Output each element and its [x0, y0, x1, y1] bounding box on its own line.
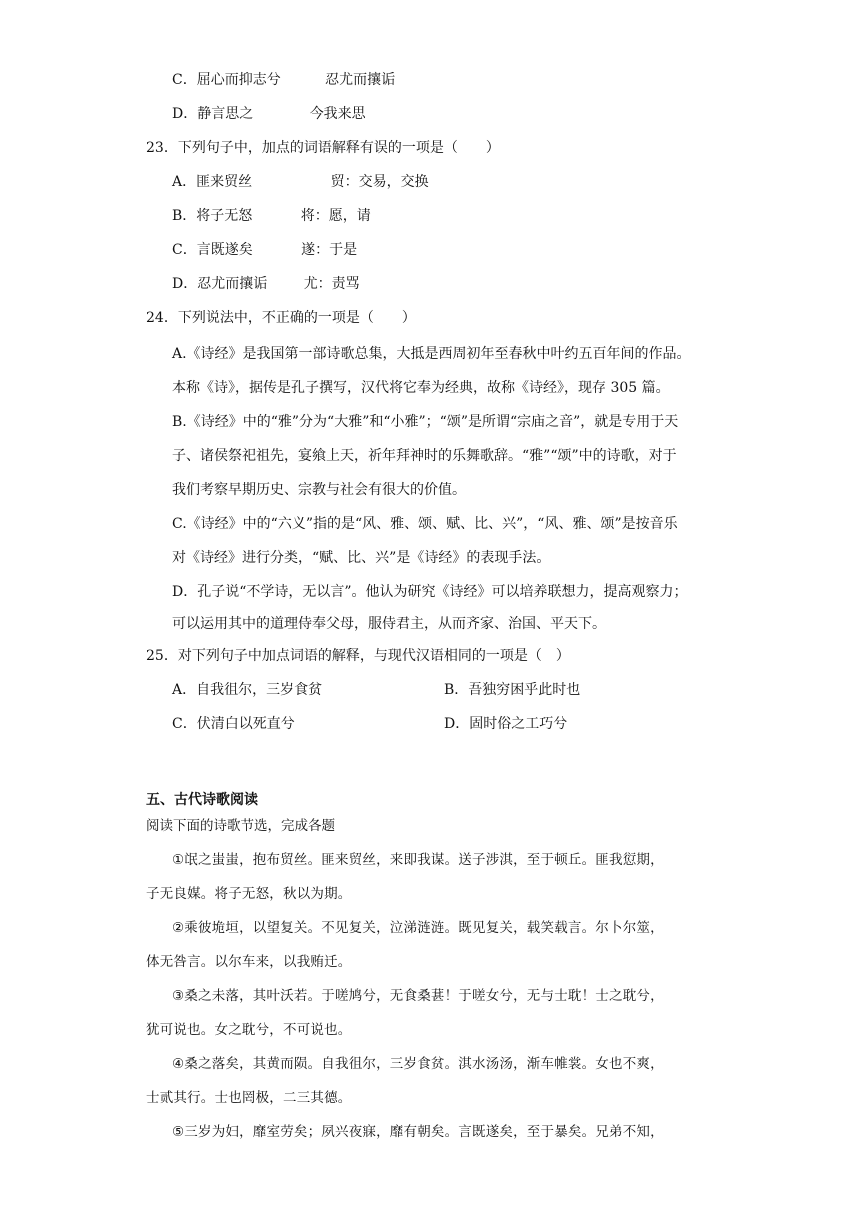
- q22-option-c-text: C．屈心而抑志兮: [172, 72, 281, 88]
- poem-line: 士贰其行。士也罔极，二三其德。: [146, 1090, 352, 1106]
- q23-option-d-gloss: 尤：责骂: [303, 276, 360, 292]
- q24-line: D．孔子说“不学诗，无以言”。他认为研究《诗经》可以培养联想力，提高观察力；: [172, 584, 688, 600]
- section-instruction: 阅读下面的诗歌节选，完成各题: [146, 818, 335, 834]
- q25-stem: 25．对下列句子中加点词语的解释，与现代汉语相同的一项是（ ）: [146, 648, 570, 664]
- q23-option-d: [172, 274, 360, 294]
- q24-line: 本称《诗》，据传是孔子撰写，汉代将它奉为经典，故称《诗经》，现存 305 篇。: [172, 380, 670, 396]
- q24-line: 对《诗经》进行分类，“赋、比、兴”是《诗经》的表现手法。: [172, 550, 551, 566]
- section-title: 五、古代诗歌阅读: [146, 792, 258, 808]
- q23-option-b-gloss: 将：愿，请: [300, 208, 371, 224]
- q23-option-a: [172, 172, 429, 192]
- q23-option-c-gloss: 遂：于是: [301, 242, 358, 258]
- poem-line: 子无良媒。将子无怒，秋以为期。: [146, 886, 352, 902]
- q23-option-c-text: C．言既遂矣: [172, 242, 253, 258]
- q23-option-b-text: B．将子无怒: [172, 208, 253, 224]
- poem-line: 体无咎言。以尔车来，以我贿迁。: [146, 954, 352, 970]
- q22-option-d: [172, 104, 366, 124]
- q24-line: 可以运用其中的道理侍奉父母，服侍君主，从而齐家、治国、平天下。: [172, 616, 606, 632]
- q25-option-b: B．吾独穷困乎此时也: [444, 682, 581, 698]
- q24-line: 我们考察早期历史、宗教与社会有很大的价值。: [172, 482, 466, 498]
- q24-line: C.《诗经》中的“六义”指的是“风、雅、颂、赋、比、兴”，“风、雅、颂”是按音乐: [172, 516, 678, 532]
- q23-option-c: [172, 240, 357, 260]
- q22-option-d-gloss: 今我来思: [309, 106, 366, 122]
- q24-line: 子、诸侯祭祀祖先，宴飨上天，祈年拜神时的乐舞歌辞。“雅”“颂”中的诗歌，对于: [172, 448, 677, 464]
- q23-option-a-gloss: 贸：交易，交换: [330, 174, 429, 190]
- q23-option-a-text: A．匪来贸丝: [172, 174, 253, 190]
- q25-option-a: A．自我徂尔，三岁食贫: [172, 682, 323, 698]
- q23-option-b: [172, 206, 371, 226]
- q22-option-c: [172, 70, 395, 90]
- poem-line: ④桑之落矣，其黄而陨。自我徂尔，三岁食贫。淇水汤汤，渐车帷裳。女也不爽，: [172, 1056, 664, 1072]
- poem-line: ②乘彼垝垣，以望复关。不见复关，泣涕涟涟。既见复关，载笑载言。尔卜尔筮，: [172, 920, 664, 936]
- poem-line: 犹可说也。女之耽兮，不可说也。: [146, 1022, 352, 1038]
- q23-stem: 23．下列句子中，加点的词语解释有误的一项是（ ）: [146, 140, 500, 156]
- q22-option-c-gloss: 忍尤而攘诟: [325, 72, 396, 88]
- q25-option-d: D．固时俗之工巧兮: [444, 716, 568, 732]
- q25-option-c: C．伏清白以死直兮: [172, 716, 295, 732]
- poem-line: ①氓之蚩蚩，抱布贸丝。匪来贸丝，来即我谋。送子涉淇，至于顿丘。匪我愆期，: [172, 852, 664, 868]
- poem-line: ⑤三岁为妇，靡室劳矣；夙兴夜寐，靡有朝矣。言既遂矣，至于暴矣。兄弟不知，: [172, 1124, 664, 1140]
- q23-option-d-text: D．忍尤而攘诟: [172, 276, 268, 292]
- q24-stem: 24．下列说法中，不正确的一项是（ ）: [146, 310, 416, 326]
- poem-line: ③桑之未落，其叶沃若。于嗟鸠兮，无食桑葚！于嗟女兮，无与士耽！士之耽兮，: [172, 988, 664, 1004]
- q24-line: A.《诗经》是我国第一部诗歌总集，大抵是西周初年至春秋中叶约五百年间的作品。: [172, 346, 691, 362]
- q22-option-d-text: D．静言思之: [172, 106, 254, 122]
- q24-line: B.《诗经》中的“雅”分为“大雅”和“小雅”；“颂”是所谓“宗庙之音”，就是专用于天: [172, 414, 679, 430]
